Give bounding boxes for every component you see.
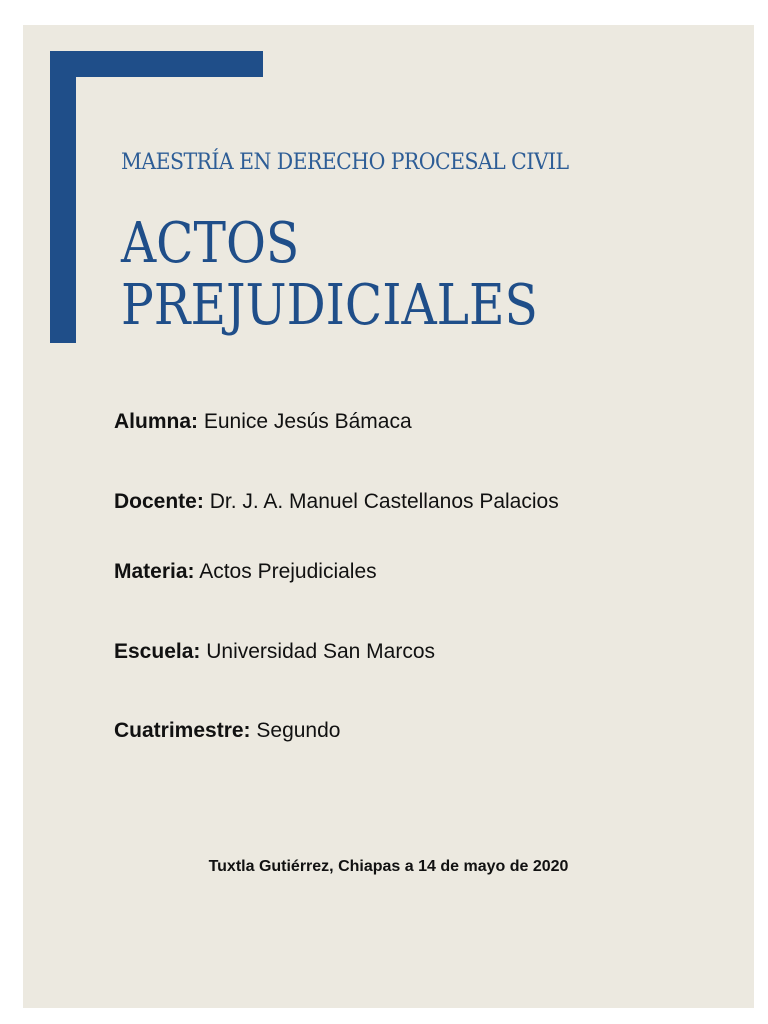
field-docente [114,490,559,514]
document-title [121,213,538,337]
field-cuatrimestre [114,719,340,743]
field-value: Universidad San Marcos [206,640,435,663]
field-value: Segundo [256,719,341,742]
field-escuela [114,640,435,664]
field-materia [114,560,377,584]
field-value: Dr. J. A. Manuel Castellanos Palacios [209,490,559,513]
cover-page [23,25,754,1008]
field-value: Eunice Jesús Bámaca [203,410,412,433]
title-line-1: ACTOS [121,211,300,276]
field-label: Alumna: [114,410,198,433]
decorative-bracket-top [50,51,263,77]
program-name: MAESTRÍA EN DERECHO PROCESAL CIVIL [121,150,569,175]
field-label: Materia: [114,560,195,583]
field-value: Actos Prejudiciales [199,560,377,583]
field-label: Cuatrimestre: [114,719,251,742]
field-alumna [114,410,412,434]
field-label: Docente: [114,490,204,513]
field-label: Escuela: [114,640,201,663]
place-and-date: Tuxtla Gutiérrez, Chiapas a 14 de mayo de 2020 [208,858,569,875]
decorative-bracket-left [50,51,76,343]
title-line-2: PREJUDICIALES [121,273,538,338]
